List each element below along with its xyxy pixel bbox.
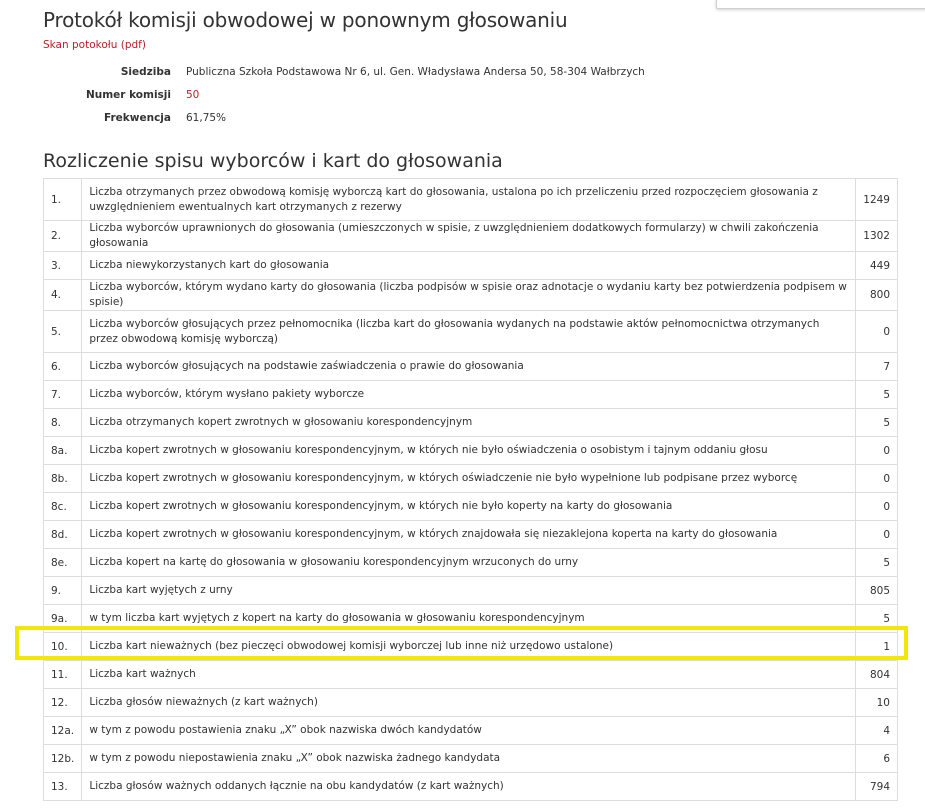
meta-value-seat: Publiczna Szkoła Podstawowa Nr 6, ul. Gen. Władysława Andersa 50, 58-304 Wałbrzych — [186, 65, 645, 78]
table-row — [44, 437, 898, 465]
row-number: 11. — [44, 661, 82, 689]
row-description: w tym liczba kart wyjętych z kopert na karty do głosowania w głosowaniu korespondencyjnym — [82, 605, 856, 633]
row-number: 6. — [44, 353, 82, 381]
meta-label: Numer komisji — [85, 88, 171, 101]
row-number: 12. — [44, 689, 82, 717]
row-description: Liczba wyborców, którym wydano karty do głosowania (liczba podpisów w spisie oraz adnotacje o wydaniu karty bez potwierdzenia podpisem w spisie) — [82, 280, 856, 311]
row-value: 805 — [856, 577, 898, 605]
row-number: 3. — [44, 252, 82, 280]
row-value: 1302 — [856, 221, 898, 252]
meta-value-commission-number: 50 — [186, 88, 200, 101]
page-title: Protokół komisji obwodowej w ponownym głosowaniu — [43, 8, 568, 32]
table-row — [44, 179, 898, 221]
table-row — [44, 465, 898, 493]
table-row — [44, 633, 898, 661]
top-right-panel-edge — [716, 0, 925, 9]
row-description: Liczba kopert zwrotnych w głosowaniu korespondencyjnym, w których znajdowała się niezaklejona koperta na karty do głosowania — [82, 521, 856, 549]
row-description: Liczba wyborców głosujących na podstawie zaświadczenia o prawie do głosowania — [82, 353, 856, 381]
row-value: 1 — [856, 633, 898, 661]
row-number: 8a. — [44, 437, 82, 465]
row-description: Liczba niewykorzystanych kart do głosowania — [82, 252, 856, 280]
row-value: 5 — [856, 605, 898, 633]
meta-row-turnout — [43, 106, 645, 129]
meta-label: Frekwencja — [104, 111, 171, 124]
row-value: 0 — [856, 437, 898, 465]
row-description: Liczba wyborców uprawnionych do głosowania (umieszczonych w spisie, z uwzględnieniem dodatkowych formularzy) w chwili zakończenia głosowania — [82, 221, 856, 252]
table-row — [44, 773, 898, 801]
row-number: 9a. — [44, 605, 82, 633]
commission-info — [43, 60, 645, 129]
row-number: 8d. — [44, 521, 82, 549]
row-description: Liczba otrzymanych przez obwodową komisję wyborczą kart do głosowania, ustalona po ich przeliczeniu przed rozpoczęciem głosowania z uwzględnieniem ewentualnych kart otrzymanych z rezerwy — [82, 179, 856, 221]
table-row — [44, 493, 898, 521]
row-number: 4. — [44, 280, 82, 311]
row-description: Liczba kopert na kartę do głosowania w głosowaniu korespondencyjnym wrzuconych do urny — [82, 549, 856, 577]
row-value: 5 — [856, 549, 898, 577]
row-value: 804 — [856, 661, 898, 689]
row-value: 0 — [856, 493, 898, 521]
table-row — [44, 689, 898, 717]
row-description: Liczba kart wyjętych z urny — [82, 577, 856, 605]
table-row — [44, 221, 898, 252]
row-description: Liczba kart ważnych — [82, 661, 856, 689]
row-value: 10 — [856, 689, 898, 717]
row-number: 7. — [44, 381, 82, 409]
row-description: Liczba kart nieważnych (bez pieczęci obwodowej komisji wyborczej lub inne niż urzędowo ustalone) — [82, 633, 856, 661]
row-value: 0 — [856, 521, 898, 549]
row-description: Liczba wyborców, którym wysłano pakiety wyborcze — [82, 381, 856, 409]
table-row — [44, 521, 898, 549]
row-number: 9. — [44, 577, 82, 605]
table-row — [44, 745, 898, 773]
table-row — [44, 409, 898, 437]
row-number: 8c. — [44, 493, 82, 521]
scan-pdf-link[interactable]: Skan potokołu (pdf) — [43, 39, 146, 51]
table-row — [44, 353, 898, 381]
table-row — [44, 311, 898, 353]
section-title: Rozliczenie spisu wyborców i kart do głosowania — [43, 150, 503, 172]
row-value: 5 — [856, 409, 898, 437]
row-value: 0 — [856, 311, 898, 353]
row-number: 1. — [44, 179, 82, 221]
row-number: 12a. — [44, 717, 82, 745]
row-description: Liczba kopert zwrotnych w głosowaniu korespondencyjnym, w których nie było oświadczenia o osobistym i tajnym oddaniu głosu — [82, 437, 856, 465]
row-value: 5 — [856, 381, 898, 409]
table-row — [44, 252, 898, 280]
table-row — [44, 605, 898, 633]
row-value: 6 — [856, 745, 898, 773]
row-description: Liczba kopert zwrotnych w głosowaniu korespondencyjnym, w których oświadczenie nie było wypełnione lub podpisane przez wyborcę — [82, 465, 856, 493]
table-row — [44, 717, 898, 745]
row-number: 10. — [44, 633, 82, 661]
row-number: 12b. — [44, 745, 82, 773]
table-row — [44, 661, 898, 689]
meta-value-turnout: 61,75% — [186, 111, 227, 124]
row-number: 2. — [44, 221, 82, 252]
row-description: Liczba otrzymanych kopert zwrotnych w głosowaniu korespondencyjnym — [82, 409, 856, 437]
row-description: w tym z powodu postawienia znaku „X” obok nazwiska dwóch kandydatów — [82, 717, 856, 745]
ballot-settlement-table — [43, 178, 898, 801]
meta-label: Siedziba — [120, 65, 171, 78]
table-row — [44, 381, 898, 409]
row-description: Liczba głosów ważnych oddanych łącznie na obu kandydatów (z kart ważnych) — [82, 773, 856, 801]
row-value: 0 — [856, 465, 898, 493]
table-row — [44, 280, 898, 311]
row-value: 794 — [856, 773, 898, 801]
row-number: 8e. — [44, 549, 82, 577]
row-description: Liczba kopert zwrotnych w głosowaniu korespondencyjnym, w których nie było koperty na karty do głosowania — [82, 493, 856, 521]
row-number: 5. — [44, 311, 82, 353]
row-number: 8b. — [44, 465, 82, 493]
row-value: 4 — [856, 717, 898, 745]
row-value: 800 — [856, 280, 898, 311]
row-number: 13. — [44, 773, 82, 801]
meta-row-seat — [43, 60, 645, 83]
row-description: w tym z powodu niepostawienia znaku „X” obok nazwiska żadnego kandydata — [82, 745, 856, 773]
row-number: 8. — [44, 409, 82, 437]
table-row — [44, 549, 898, 577]
row-description: Liczba wyborców głosujących przez pełnomocnika (liczba kart do głosowania wydanych na podstawie aktów pełnomocnictwa otrzymanych przez obwodową komisję wyborczą) — [82, 311, 856, 353]
table-row — [44, 577, 898, 605]
row-value: 449 — [856, 252, 898, 280]
row-value: 7 — [856, 353, 898, 381]
row-description: Liczba głosów nieważnych (z kart ważnych) — [82, 689, 856, 717]
meta-row-commission-number — [43, 83, 645, 106]
row-value: 1249 — [856, 179, 898, 221]
